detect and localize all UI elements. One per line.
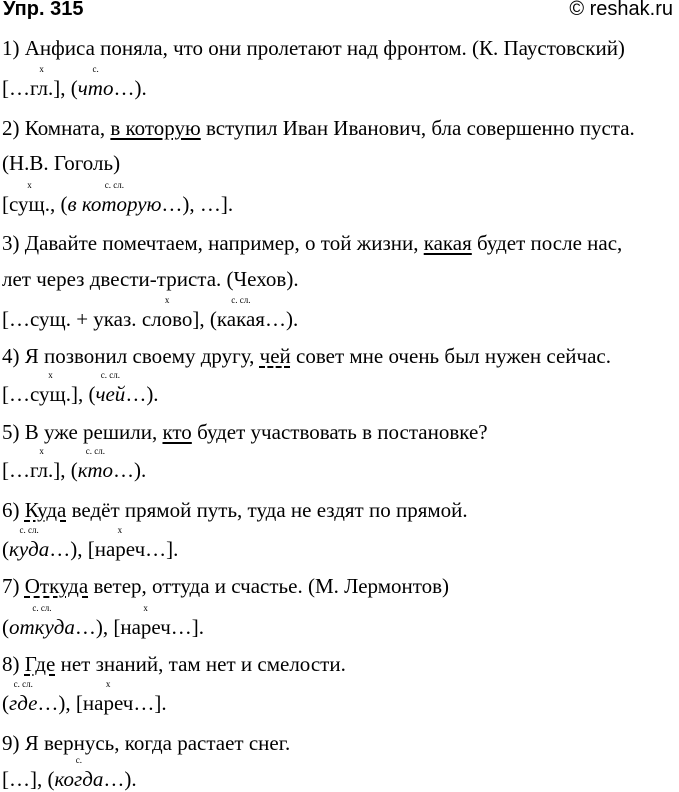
conjunctive-word: в которую (110, 116, 201, 140)
scheme-5: […x гл.], (с. сл. кто…). (2, 457, 146, 483)
sentence-3-line2: лет через двести-триста. (Чехов). (2, 267, 299, 291)
mark-csl: с. сл. какая (217, 306, 265, 332)
sentence-6: 6) Куда ведёт прямой путь, туда не ездят по прямой. (2, 498, 468, 522)
mark-x: x слово (142, 306, 193, 332)
sentence-5: 5) В уже решили, кто будет участвовать в постановке? (2, 420, 488, 444)
mark-csl: с. сл. в которую (67, 191, 161, 217)
scheme-2: [x сущ., (с. сл. в которую…), …]. (2, 191, 233, 217)
scheme-3: […сущ. + указ. x слово], (с. сл. какая…). (2, 306, 298, 332)
mark-x: x гл. (30, 75, 53, 101)
conjunctive-word: кто (162, 420, 192, 444)
mark-csl: с. сл. чей (95, 381, 125, 407)
scheme-7: (с. сл. откуда…), [x нареч…]. (2, 614, 204, 640)
sentence-7: 7) Откуда ветер, оттуда и счастье. (М. Лермонтов) (2, 574, 450, 598)
mark-x: x сущ. (30, 381, 71, 407)
mark-c: с. когда (54, 766, 103, 792)
scheme-1: […x гл.], (с. что…). (2, 75, 147, 101)
scheme-8: (с. сл. где…), [x нареч…]. (2, 690, 167, 716)
sentence-3: 3) Давайте помечтаем, например, о той жизни, какая будет после нас, (2, 231, 623, 255)
sentence-1: 1) Анфиса поняла, что они пролетают над фронтом. (К. Паустовский) (2, 36, 625, 60)
conjunctive-word: Откуда (24, 574, 89, 598)
mark-c: с. что (78, 75, 114, 101)
sentence-8: 8) Где нет знаний, там нет и смелости. (2, 652, 346, 676)
mark-x: x нареч (83, 690, 133, 716)
conjunctive-word: чей (259, 344, 291, 368)
scheme-9: […], (с. когда…). (2, 766, 137, 792)
sentence-2-author: (Н.В. Гоголь) (2, 151, 121, 175)
sentence-2: 2) Комната, в которую вступил Иван Иванович, бла совершенно пуста. (2, 116, 635, 140)
site-watermark: © reshak.ru (569, 0, 673, 20)
sentence-9: 9) Я вернусь, когда растает снег. (2, 731, 291, 755)
scheme-4: […x сущ.], (с. сл. чей…). (2, 381, 159, 407)
scheme-6: (с. сл. куда…), [x нареч…]. (2, 536, 178, 562)
sentence-4: 4) Я позвонил своему другу, чей совет мне очень был нужен сейчас. (2, 344, 611, 368)
mark-csl: с. сл. где (9, 690, 37, 716)
mark-x: x сущ. (9, 191, 50, 217)
mark-x: x гл. (30, 457, 53, 483)
conjunctive-word: какая (423, 231, 472, 255)
mark-x: x нареч (120, 614, 170, 640)
mark-csl: с. сл. куда (9, 536, 49, 562)
mark-x: x нареч (95, 536, 145, 562)
mark-csl: с. сл. откуда (9, 614, 75, 640)
conjunctive-word: Где (24, 652, 56, 676)
mark-csl: с. сл. кто (78, 457, 113, 483)
conjunctive-word: Куда (24, 498, 67, 522)
exercise-title: Упр. 315 (3, 0, 84, 20)
